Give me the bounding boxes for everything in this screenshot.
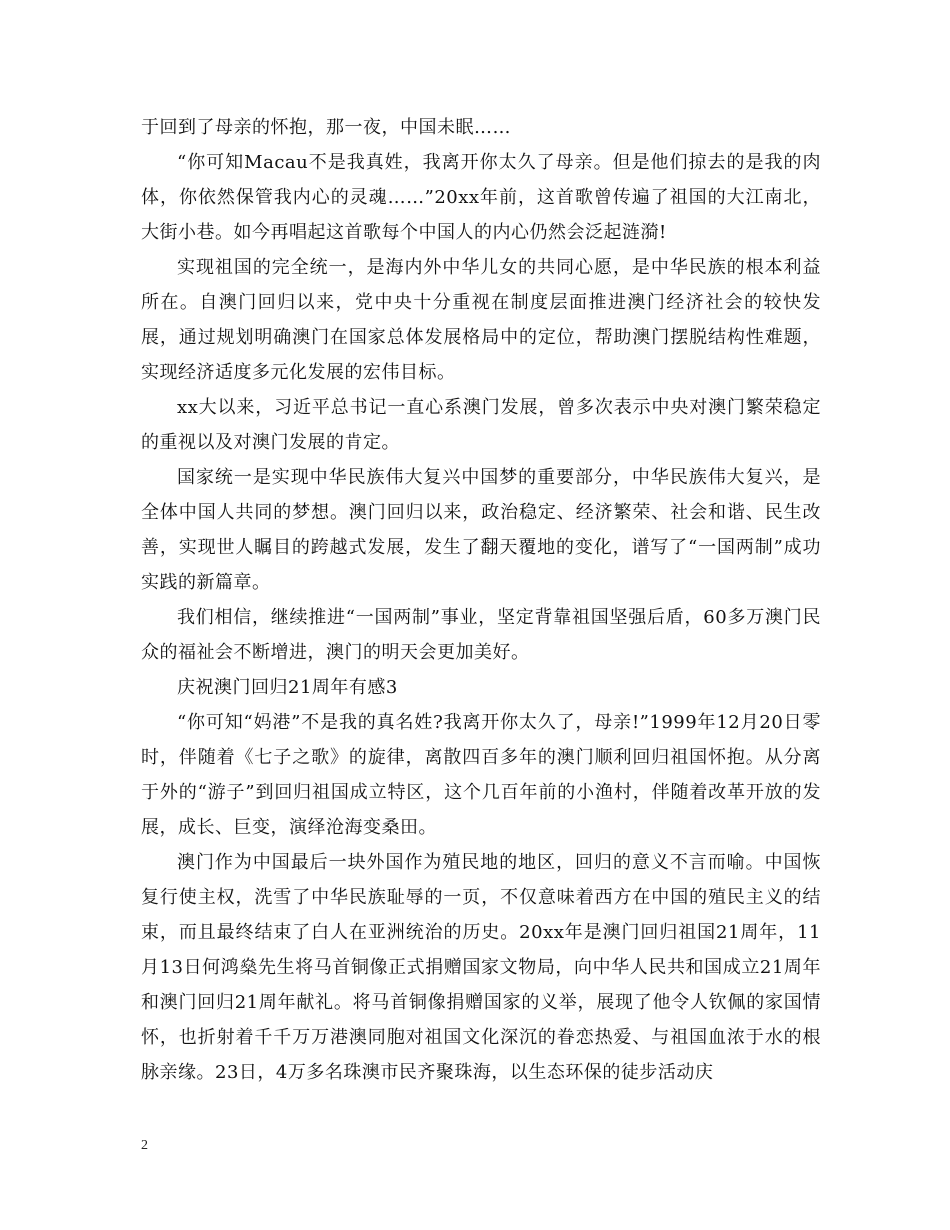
paragraph: 我们相信，继续推进“一国两制”事业，坚定背靠祖国坚强后盾，60多万澳门民众的福祉会不断增进，澳门的明天会更加美好。 <box>141 607 821 663</box>
section-heading: 庆祝澳门回归21周年有感3 <box>177 677 398 698</box>
paragraph: “你可知“妈港”不是我的真名姓?我离开你太久了，母亲!”1999年12月20日零时，伴随着《七子之歌》的旋律，离散四百多年的澳门顺利回归祖国怀抱。从分离于外的“游子”到回归祖国成立特区，这个几百年前的小渔村，伴随着改革开放的发展，成长、巨变，演绎沧海变桑田。 <box>141 712 821 838</box>
paragraph: 于回到了母亲的怀抱，那一夜，中国未眠…… <box>141 117 511 138</box>
paragraph: xx大以来，习近平总书记一直心系澳门发展，曾多次表示中央对澳门繁荣稳定的重视以及对澳门发展的肯定。 <box>141 397 821 453</box>
paragraph: 实现祖国的完全统一，是海内外中华儿女的共同心愿，是中华民族的根本利益所在。自澳门回归以来，党中央十分重视在制度层面推进澳门经济社会的较快发展，通过规划明确澳门在国家总体发展格局中的定位，帮助澳门摆脱结构性难题，实现经济适度多元化发展的宏伟目标。 <box>141 257 821 383</box>
paragraph: “你可知Macau不是我真姓，我离开你太久了母亲。但是他们掠去的是我的肉体，你依然保管我内心的灵魂……”20xx年前，这首歌曾传遍了祖国的大江南北，大街小巷。如今再唱起这首歌每个中国人的内心仍然会泛起涟漪! <box>141 152 821 243</box>
page-number: 2 <box>141 1138 148 1153</box>
document-body <box>141 110 821 1090</box>
paragraph: 澳门作为中国最后一块外国作为殖民地的地区，回归的意义不言而喻。中国恢复行使主权，洗雪了中华民族耻辱的一页，不仅意味着西方在中国的殖民主义的结束，而且最终结束了白人在亚洲统治的历史。20xx年是澳门回归祖国21周年，11月13日何鸿燊先生将马首铜像正式捐赠国家文物局，向中华人民共和国成立21周年和澳门回归21周年献礼。将马首铜像捐赠国家的义举，展现了他令人钦佩的家国情怀，也折射着千千万万港澳同胞对祖国文化深沉的眷恋热爱、与祖国血浓于水的根脉亲缘。23日，4万多名珠澳市民齐聚珠海，以生态环保的徒步活动庆 <box>141 852 821 1083</box>
paragraph: 国家统一是实现中华民族伟大复兴中国梦的重要部分，中华民族伟大复兴，是全体中国人共同的梦想。澳门回归以来，政治稳定、经济繁荣、社会和谐、民生改善，实现世人瞩目的跨越式发展，发生了翻天覆地的变化，谱写了“一国两制”成功实践的新篇章。 <box>141 467 821 593</box>
